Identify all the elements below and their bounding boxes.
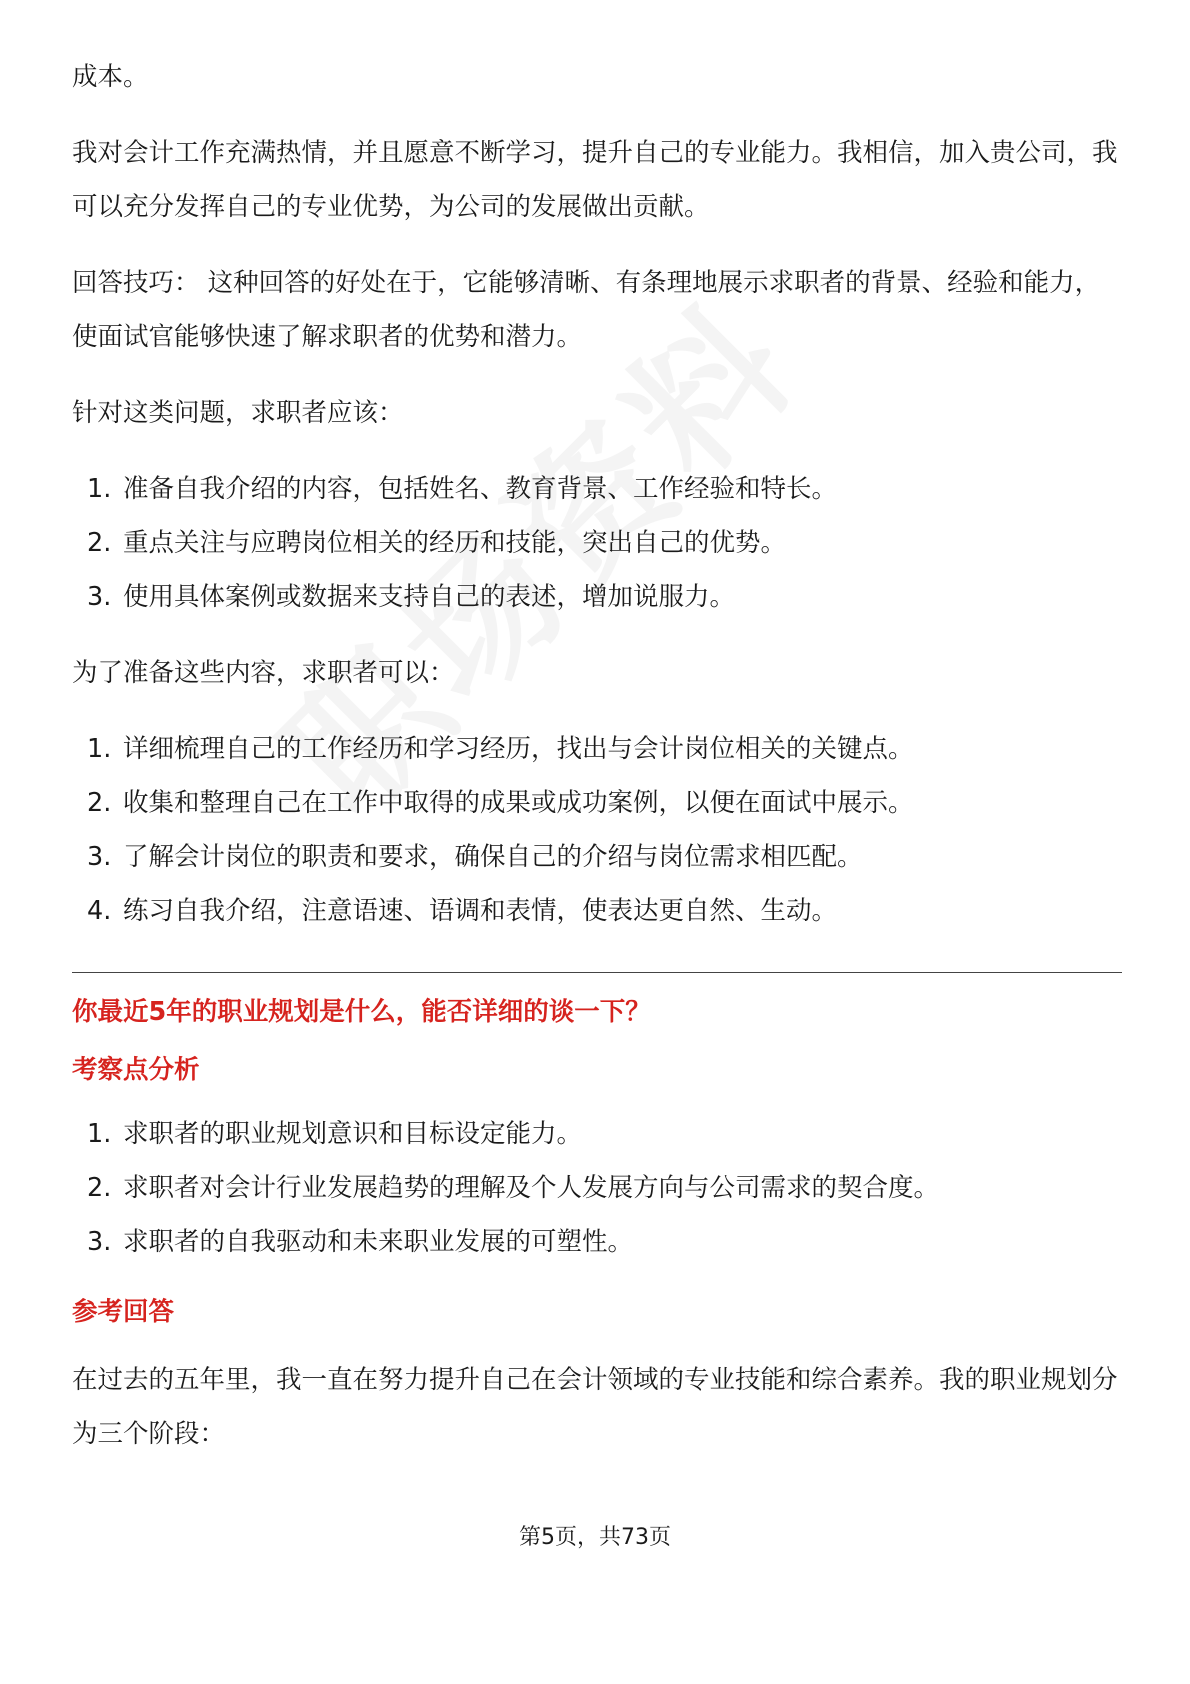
prepare-intro: 为了准备这些内容，求职者可以：: [72, 658, 455, 688]
analysis-heading: 考察点分析: [72, 1055, 200, 1085]
list-item: 3. 使用具体案例或数据来支持自己的表述，增加说服力。: [87, 582, 736, 612]
list-item: 2. 收集和整理自己在工作中取得的成果或成功案例，以便在面试中展示。: [87, 788, 914, 818]
prepare-list: [72, 722, 1122, 938]
list-item: 3. 了解会计岗位的职责和要求，确保自己的介绍与岗位需求相匹配。: [87, 842, 863, 872]
list-item: 3. 求职者的自我驱动和未来职业发展的可塑性。: [87, 1227, 634, 1257]
tip-paragraph: 回答技巧： 这种回答的好处在于，它能够清晰、有条理地展示求职者的背景、经验和能力，使面试官能够快速了解求职者的优势和潜力。: [72, 268, 1101, 352]
page-content: [72, 50, 1122, 1461]
list-item: 2. 重点关注与应聘岗位相关的经历和技能，突出自己的优势。: [87, 528, 787, 558]
list-item: 2. 求职者对会计行业发展趋势的理解及个人发展方向与公司需求的契合度。: [87, 1173, 940, 1203]
intro-tail-text: 成本。: [72, 62, 149, 92]
list-item: 1. 求职者的职业规划意识和目标设定能力。: [87, 1119, 583, 1149]
should-intro: 针对这类问题，求职者应该：: [72, 398, 404, 428]
should-list: [72, 462, 1122, 624]
page-footer: 第5页，共73页: [519, 1525, 671, 1550]
section-divider: [72, 972, 1122, 973]
list-item: 4. 练习自我介绍，注意语速、语调和表情，使表达更自然、生动。: [87, 896, 838, 926]
list-item: 1. 准备自我介绍的内容，包括姓名、教育背景、工作经验和特长。: [87, 474, 838, 504]
answer-heading: 参考回答: [72, 1297, 175, 1327]
interview-question: 你最近5年的职业规划是什么，能否详细的谈一下？: [72, 997, 651, 1027]
analysis-list: [72, 1107, 1122, 1269]
list-item: 1. 详细梳理自己的工作经历和学习经历，找出与会计岗位相关的关键点。: [87, 734, 914, 764]
passion-paragraph: 我对会计工作充满热情，并且愿意不断学习，提升自己的专业能力。我相信，加入贵公司，我可以充分发挥自己的专业优势，为公司的发展做出贡献。: [72, 138, 1118, 222]
answer-paragraph: 在过去的五年里，我一直在努力提升自己在会计领域的专业技能和综合素养。我的职业规划分为三个阶段：: [72, 1365, 1118, 1449]
